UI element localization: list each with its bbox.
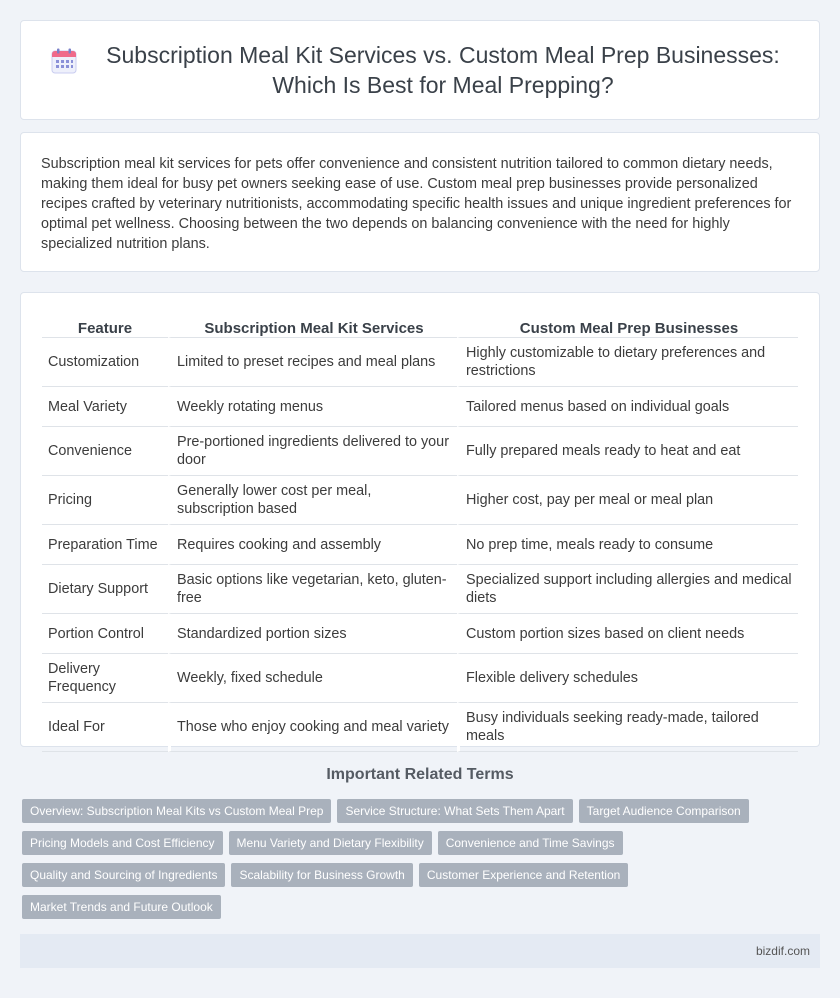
custom-cell: No prep time, meals ready to consume	[457, 525, 798, 565]
table-row	[42, 427, 798, 476]
table-row	[42, 476, 798, 525]
footer-site-link[interactable]: bizdif.com	[755, 944, 810, 958]
subscription-cell: Basic options like vegetarian, keto, gluten-free	[168, 565, 457, 614]
title-card	[20, 20, 820, 120]
header-custom: Custom Meal Prep Businesses	[457, 314, 798, 338]
comparison-card	[20, 292, 820, 747]
feature-cell: Meal Variety	[42, 387, 168, 427]
feature-cell: Ideal For	[42, 703, 168, 752]
feature-cell: Delivery Frequency	[42, 654, 168, 703]
related-term-tag[interactable]: Overview: Subscription Meal Kits vs Custom Meal Prep	[22, 799, 331, 823]
table-row	[42, 703, 798, 752]
feature-cell: Customization	[42, 338, 168, 387]
custom-cell: Highly customizable to dietary preferences and restrictions	[457, 338, 798, 387]
related-terms-title: Important Related Terms	[326, 766, 514, 783]
custom-cell: Higher cost, pay per meal or meal plan	[457, 476, 798, 525]
related-term-tag[interactable]: Convenience and Time Savings	[438, 831, 623, 855]
subscription-cell: Weekly, fixed schedule	[168, 654, 457, 703]
related-term-tag[interactable]: Target Audience Comparison	[579, 799, 749, 823]
subscription-cell: Pre-portioned ingredients delivered to your door	[168, 427, 457, 476]
related-term-tag[interactable]: Pricing Models and Cost Efficiency	[22, 831, 223, 855]
related-term-tag[interactable]: Service Structure: What Sets Them Apart	[337, 799, 572, 823]
related-term-tag[interactable]: Market Trends and Future Outlook	[22, 895, 221, 919]
custom-cell: Busy individuals seeking ready-made, tailored meals	[457, 703, 798, 752]
related-term-tag[interactable]: Quality and Sourcing of Ingredients	[22, 863, 225, 887]
subscription-cell: Limited to preset recipes and meal plans	[168, 338, 457, 387]
subscription-cell: Requires cooking and assembly	[168, 525, 457, 565]
table-row	[42, 387, 798, 427]
table-row	[42, 614, 798, 654]
custom-cell: Flexible delivery schedules	[457, 654, 798, 703]
feature-cell: Dietary Support	[42, 565, 168, 614]
intro-paragraph: Subscription meal kit services for pets offer convenience and consistent nutrition tailored to common dietary needs, making them ideal for busy pet owners seeking ease of use. Custom meal prep businesses provide personalized recipes crafted by veterinary nutritionists, accommodating specific health issues and unique ingredient preferences for optimal pet wellness. Choosing between the two depends on balancing convenience with the need for highly specialized nutrition plans.	[41, 156, 792, 252]
feature-cell: Portion Control	[42, 614, 168, 654]
subscription-cell: Generally lower cost per meal, subscription based	[168, 476, 457, 525]
subscription-cell: Weekly rotating menus	[168, 387, 457, 427]
footer	[20, 934, 820, 968]
feature-cell: Preparation Time	[42, 525, 168, 565]
feature-cell: Pricing	[42, 476, 168, 525]
calendar-icon	[51, 48, 77, 74]
related-term-tag[interactable]: Scalability for Business Growth	[231, 863, 412, 887]
intro-card	[20, 132, 820, 272]
related-term-tag[interactable]: Menu Variety and Dietary Flexibility	[229, 831, 432, 855]
header-subscription: Subscription Meal Kit Services	[168, 314, 457, 338]
title-row	[21, 21, 819, 119]
related-terms-list	[22, 799, 812, 919]
custom-cell: Specialized support including allergies and medical diets	[457, 565, 798, 614]
table-header-row	[42, 314, 798, 338]
comparison-table	[42, 314, 798, 752]
custom-cell: Custom portion sizes based on client needs	[457, 614, 798, 654]
table-row	[42, 565, 798, 614]
subscription-cell: Those who enjoy cooking and meal variety	[168, 703, 457, 752]
subscription-cell: Standardized portion sizes	[168, 614, 457, 654]
related-term-tag[interactable]: Customer Experience and Retention	[419, 863, 628, 887]
table-row	[42, 654, 798, 703]
custom-cell: Tailored menus based on individual goals	[457, 387, 798, 427]
table-row	[42, 525, 798, 565]
custom-cell: Fully prepared meals ready to heat and eat	[457, 427, 798, 476]
page-title: Subscription Meal Kit Services vs. Custom Meal Prep Businesses: Which Is Best for Meal Prepping?	[106, 42, 780, 98]
feature-cell: Convenience	[42, 427, 168, 476]
header-feature: Feature	[42, 314, 168, 338]
table-row	[42, 338, 798, 387]
